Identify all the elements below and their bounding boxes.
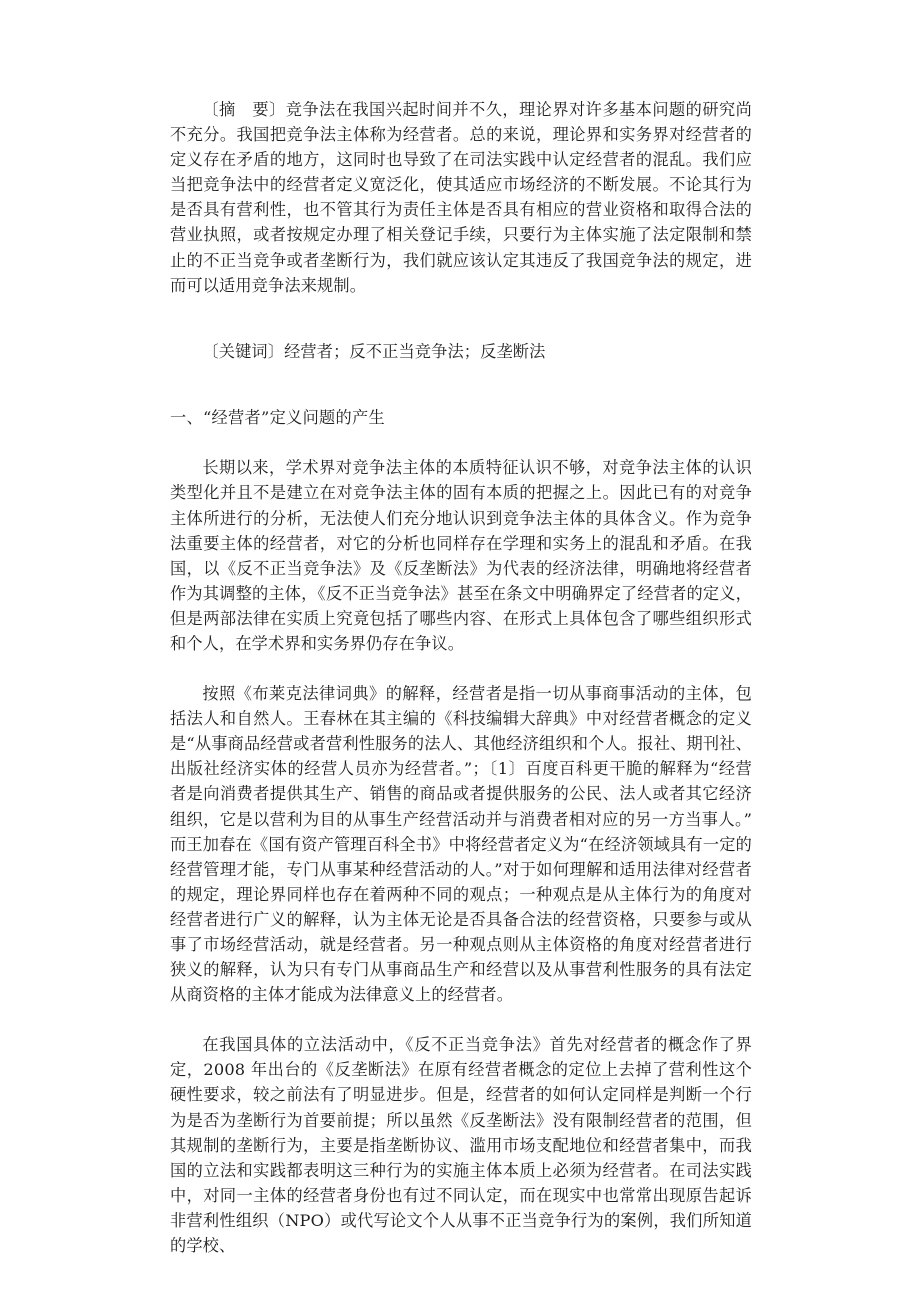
spacer-after-abstract xyxy=(170,298,752,323)
text-column xyxy=(170,97,752,1258)
body-paragraph-3: 在我国具体的立法活动中，《反不正当竞争法》首先对经营者的概念作了界定，2008 年出台的《反垄断法》在原有经营者概念的定位上去掉了营利性这个硬性要求，较之前法有了明显进步。但是，经营者的如何认定同样是判断一个行为是否为垄断行为首要前提；所以虽然《反垄断法》没有限制经营者的范围，但其规制的垄断行为，主要是指垄断协议、滥用市场支配地位和经营者集中，而我国的立法和实践都表明这三种行为的实施主体本质上必须为经营者。在司法实践中，对同一主体的经营者身份也有过不同认定，而在现实中也常常出现原告起诉非营利性组织（NPO）或代写论文个人从事不正当竞争行为的案例，我们所知道的学校、 xyxy=(170,1035,752,1256)
spacer-after-keywords xyxy=(170,380,752,405)
abstract-paragraph: 〔摘 要〕竞争法在我国兴起时间并不久，理论界对许多基本问题的研究尚不充分。我国把竞争法主体称为经营者。总的来说，理论界和实务界对经营者的定义存在矛盾的地方，这同时也导致了在司法实践中认定经营者的混乱。我们应当把竞争法中的经营者定义宽泛化，使其适应市场经济的不断发展。不论其行为是否具有营利性，也不管其行为责任主体是否具有相应的营业资格和取得合法的营业执照，或者按规定办理了相关登记手续，只要行为主体实施了法定限制和禁止的不正当竞争或者垄断行为，我们就应该认定其违反了我国竞争法的规定，进而可以适用竞争法来规制。 xyxy=(170,100,752,295)
spacer-between-paragraphs-2 xyxy=(170,1007,752,1032)
body-paragraph-1: 长期以来，学术界对竞争法主体的本质特征认识不够，对竞争法主体的认识类型化并且不是建立在对竞争法主体的固有本质的把握之上。因此已有的对竞争主体所进行的分析，无法使人们充分地认识到竞争法主体的具体含义。作为竞争法重要主体的经营者，对它的分析也同样存在学理和实务上的混乱和矛盾。在我国，以《反不正当竞争法》及《反垄断法》为代表的经济法律，明确地将经营者作为其调整的主体，《反不正当竞争法》甚至在条文中明确界定了经营者的定义，但是两部法律在实质上究竟包括了哪些内容、在形式上具体包含了哪些组织形式和个人，在学术界和实务界仍存在争议。 xyxy=(170,458,752,653)
spacer-after-heading xyxy=(170,430,752,455)
keywords-line: 〔关键词〕经营者；反不正当竞争法；反垄断法 xyxy=(202,341,546,361)
body-paragraph-2: 按照《布莱克法律词典》的解释，经营者是指一切从事商事活动的主体，包括法人和自然人。王春林在其主编的《科技编辑大辞典》中对经营者概念的定义是“从事商品经营或者营利性服务的法人、其他经济组织和个人。报社、期刊社、出版社经济实体的经营人员亦为经营者。”；〔1〕百度百科更干脆的解释为“经营者是向消费者提供其生产、销售的商品或者提供服务的公民、法人或者其它经济组织，它是以营利为目的从事生产经营活动并与消费者相对应的另一方当事人。”而王加春在《国有资产管理百科全书》中将经营者定义为“在经济领域具有一定的经营管理才能，专门从事某种经营活动的人。”对于如何理解和适用法律对经营者的规定，理论界同样也存在着两种不同的观点；一种观点是从主体行为的角度对经营者进行广义的解释，认为主体无论是否具备合法的经营资格，只要参与或从事了市场经营活动，就是经营者。另一种观点则从主体资格的角度对经营者进行狭义的解释，认为只有专门从事商品生产和经营以及从事营利性服务的具有法定从商资格的主体才能成为法律意义上的经营者。 xyxy=(170,684,752,1005)
section-heading: 一、“经营者”定义问题的产生 xyxy=(170,408,385,428)
spacer-between-paragraphs-1 xyxy=(170,656,752,681)
